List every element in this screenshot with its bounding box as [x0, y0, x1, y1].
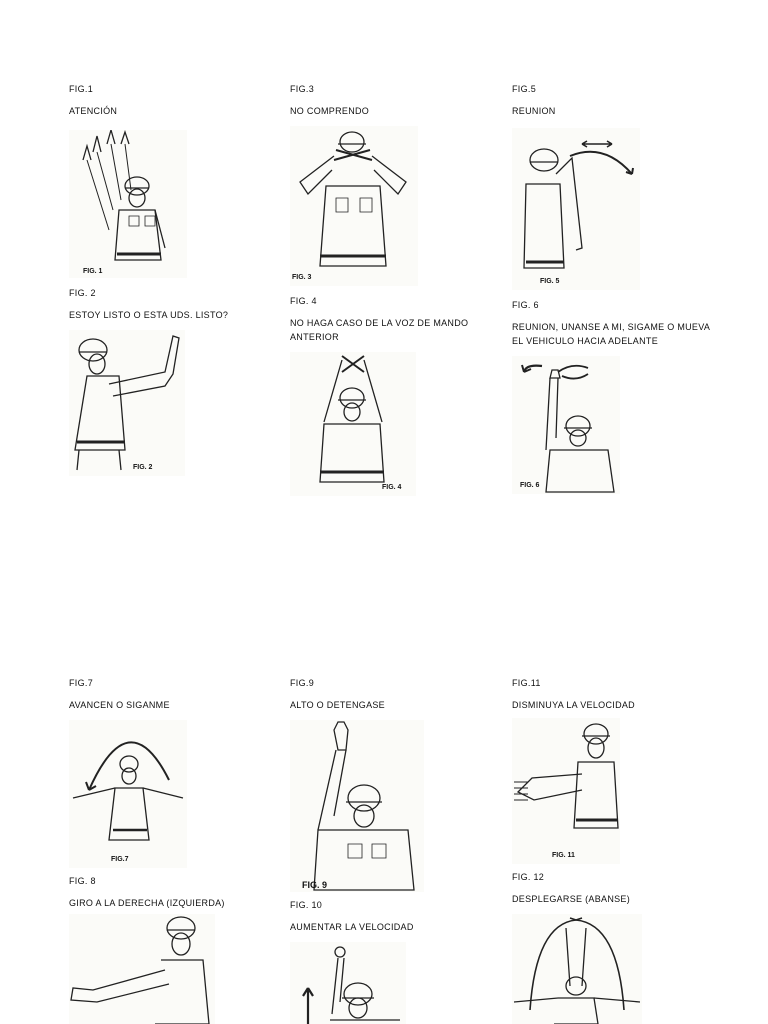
fig-label: FIG. 2 [69, 288, 96, 298]
fig9-illustration [290, 720, 424, 892]
fig-label: FIG.11 [512, 678, 541, 688]
fig7-block [69, 676, 269, 712]
fig-title: NO COMPRENDO [290, 106, 370, 116]
figure-caption: FIG. 1 [83, 268, 103, 275]
soldier-reunion-illustration [512, 128, 640, 290]
fig10-block [290, 898, 490, 934]
fig8-block [69, 874, 269, 910]
fig6-illustration [512, 356, 620, 494]
fig8-illustration [69, 914, 215, 1024]
fig12-illustration [512, 914, 642, 1024]
fig-title: GIRO A LA DERECHA (IZQUIERDA) [69, 898, 225, 908]
fig-label: FIG. 6 [512, 300, 539, 310]
fig-label: FIG.1 [69, 84, 94, 94]
fig-title: DISMINUYA LA VELOCIDAD [512, 700, 635, 710]
soldier-deploy-illustration [512, 914, 642, 1024]
figure-caption: FIG. 9 [302, 880, 328, 890]
fig3-illustration [290, 126, 418, 286]
fig3-block [290, 82, 490, 118]
figure-caption: FIG. 11 [552, 852, 575, 859]
fig-label: FIG.5 [512, 84, 537, 94]
figure-caption: FIG. 6 [520, 482, 540, 489]
fig2-illustration [69, 330, 185, 476]
fig-title: ATENCIÓN [69, 106, 118, 116]
fig1-block [69, 82, 269, 118]
soldier-speed-up-illustration [290, 942, 406, 1024]
fig5-illustration [512, 128, 640, 290]
fig1-illustration [69, 130, 187, 278]
fig-title: NO HAGA CASO DE LA VOZ DE MANDO ANTERIOR [290, 318, 469, 342]
fig2-block [69, 286, 269, 322]
fig7-illustration [69, 720, 187, 868]
fig-title: ALTO O DETENGASE [290, 700, 385, 710]
fig11-block [512, 676, 712, 712]
fig-title: ESTOY LISTO O ESTA UDS. LISTO? [69, 310, 229, 320]
fig-title: REUNION, UNANSE A MI, SIGAME O MUEVA EL VEHICULO HACIA ADELANTE [512, 322, 710, 346]
fig-title: REUNION [512, 106, 556, 116]
fig-label: FIG.3 [290, 84, 315, 94]
soldier-follow-me-illustration [512, 356, 620, 494]
fig11-illustration [512, 718, 620, 864]
soldier-ignore-command-illustration [290, 352, 416, 496]
figure-caption: FIG.7 [111, 856, 129, 863]
fig-label: FIG. 8 [69, 876, 96, 886]
figure-caption: FIG. 2 [133, 464, 153, 471]
figure-caption: FIG. 3 [292, 274, 312, 281]
soldier-halt-illustration [290, 720, 424, 892]
fig10-illustration [290, 942, 406, 1024]
soldier-advance-illustration [69, 720, 187, 868]
fig-label: FIG. 4 [290, 296, 317, 306]
fig-label: FIG. 12 [512, 872, 545, 882]
fig12-block [512, 870, 712, 906]
soldier-slow-down-illustration [512, 718, 620, 864]
fig-title: DESPLEGARSE (ABANSE) [512, 894, 631, 904]
soldier-no-comprendo-illustration [290, 126, 418, 286]
fig9-block [290, 676, 490, 712]
soldier-attention-illustration [69, 130, 187, 278]
fig4-illustration [290, 352, 416, 496]
fig-label: FIG.9 [290, 678, 315, 688]
figure-caption: FIG. 4 [382, 484, 402, 491]
figure-caption: FIG. 5 [540, 278, 560, 285]
fig5-block [512, 82, 712, 118]
fig-title: AVANCEN O SIGANME [69, 700, 170, 710]
soldier-ready-illustration [69, 330, 185, 476]
fig-title: AUMENTAR LA VELOCIDAD [290, 922, 414, 932]
fig-label: FIG.7 [69, 678, 94, 688]
fig6-block [512, 298, 712, 348]
soldier-turn-illustration [69, 914, 215, 1024]
fig4-block [290, 294, 490, 344]
fig-label: FIG. 10 [290, 900, 323, 910]
